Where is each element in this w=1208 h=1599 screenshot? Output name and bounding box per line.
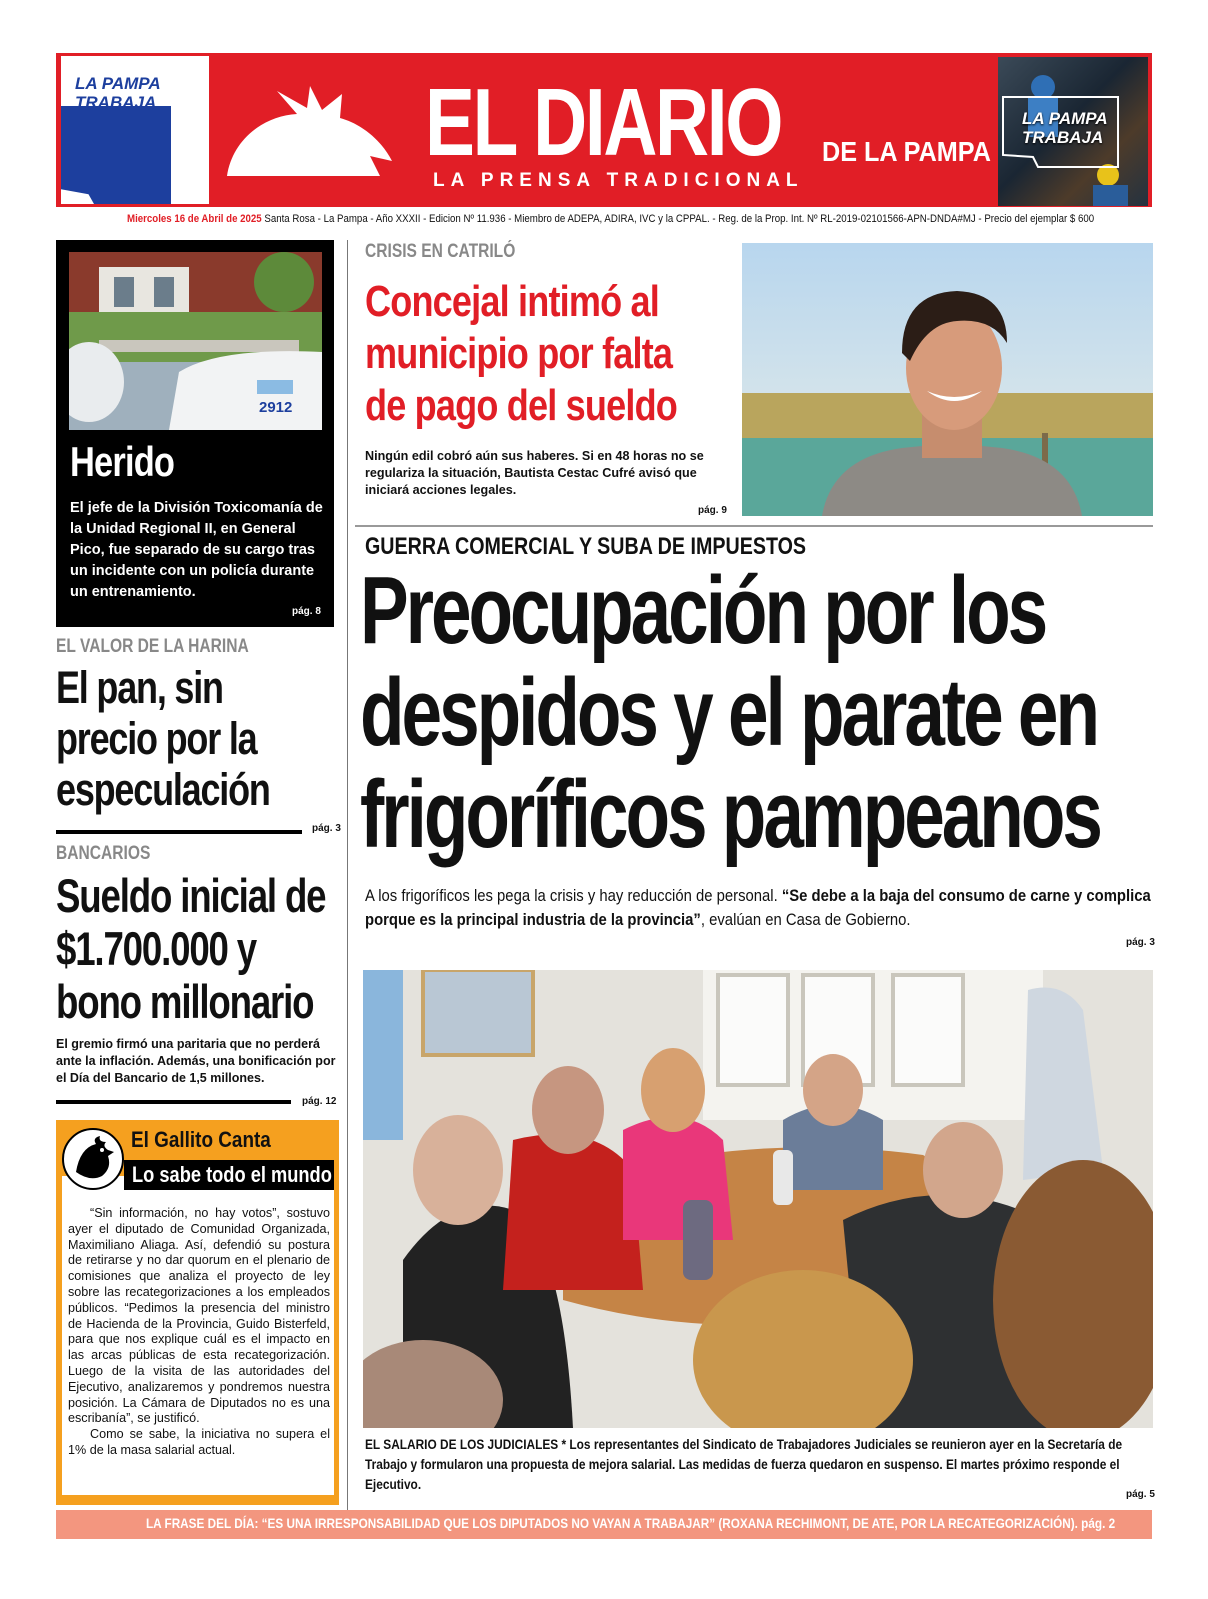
newspaper-subtitle: DE LA PAMPA: [822, 136, 991, 167]
rooster-icon: [62, 1128, 124, 1190]
divider: [355, 525, 1153, 527]
herido-title[interactable]: Herido: [70, 438, 175, 485]
catrilo-headline[interactable]: Concejal intimó al municipio por falta de pago del sueldo: [365, 277, 678, 430]
herido-summary: El jefe de la División Toxicomanía de la Unidad Regional II, en General Pico, fue separado de su cargo tras un incidente con un policía durante un entrenamiento.: [70, 500, 323, 600]
gallito-title: El Gallito Canta: [131, 1127, 271, 1152]
bancarios-page-ref: pág. 12: [302, 1096, 337, 1107]
catrilo-summary: Ningún edil cobró aún sus haberes. Si en 48 horas no se regulariza la situación, Bautista Cestac Cufré avisó que iniciará acciones legales.: [365, 449, 704, 497]
main-kicker: GUERRA COMERCIAL Y SUBA DE IMPUESTOS: [365, 533, 807, 560]
sun-logo-icon: [222, 86, 402, 181]
main-headline[interactable]: Preocupación por los despidos y el parate en frigoríficos pampeanos: [360, 557, 1100, 868]
main-summary-quote: “Se debe a la baja del consumo de carne y complica porque es la principal industria de la provincia”: [365, 887, 1151, 929]
main-page-ref: pág. 3: [1126, 937, 1155, 948]
promo-right-label: LA PAMPA TRABAJA: [1022, 109, 1107, 147]
province-map-icon: [61, 106, 171, 204]
main-summary-text-end: , evalúan en Casa de Gobierno.: [700, 911, 911, 929]
catrilo-kicker: CRISIS EN CATRILÓ: [365, 241, 516, 262]
main-summary-text: A los frigoríficos les pega la crisis y hay reducción de personal.: [365, 887, 778, 905]
edition-date: Miercoles 16 de Abril de 2025: [127, 213, 262, 225]
bancarios-summary: El gremio firmó una paritaria que no perderá ante la inflación. Además, una bonificación por el Día del Bancario de 1,5 millones.: [56, 1037, 336, 1085]
promo-left-label: LA PAMPA TRABAJA: [75, 74, 160, 112]
newspaper-title[interactable]: EL DIARIO: [425, 69, 782, 176]
caption-page-ref: pág. 5: [1126, 1489, 1155, 1500]
harina-headline[interactable]: El pan, sin precio por la especulación: [56, 662, 270, 815]
harina-page-ref: pág. 3: [312, 823, 341, 834]
main-summary: [365, 884, 1157, 932]
bancarios-kicker: BANCARIOS: [56, 843, 151, 864]
frase-del-dia[interactable]: LA FRASE DEL DÍA: “ES UNA IRRESPONSABILIDAD QUE LOS DIPUTADOS NO VAYAN A TRABAJAR” (ROXANA RECHIMONT, DE ATE, POR LA RECATEGORIZACIÓN). pág. 2: [146, 1515, 1116, 1531]
photo-caption: [365, 1435, 1139, 1495]
promo-la-pampa-trabaja-right[interactable]: [998, 57, 1148, 206]
herido-page-ref: pág. 8: [292, 606, 321, 617]
caption-text: Los representantes del Sindicato de Trabajadores Judiciales se reunieron ayer en la Secretaría de Trabajo y formularon una propuesta de mejora salarial. Las medidas de fuerza quedaron en suspenso. El martes próximo responde el Ejecutivo.: [365, 1437, 1123, 1492]
catrilo-page-ref: pág. 9: [698, 505, 727, 516]
divider: [56, 1100, 291, 1104]
bancarios-headline[interactable]: Sueldo inicial de $1.700.000 y bono millonario: [56, 869, 326, 1028]
gallito-paragraph: Como se sabe, la iniciativa no supera el 1% de la masa salarial actual.: [68, 1427, 330, 1457]
concejal-portrait-photo: [742, 243, 1153, 516]
promo-la-pampa-trabaja-left[interactable]: [61, 56, 209, 204]
dateline: [127, 213, 1095, 225]
gallito-paragraph: “Sin información, no hay votos”, sostuvo ayer el diputado de Comunidad Organizada, Maximiliano Aliaga. Así, defendió su postura de retirarse y no dar quorum en el plenario de comisiones que analiza el proyecto de ley sobre las recategorizaciones a los empleados públicos. “Pedimos la presencia del ministro de Hacienda de la Provincia, Guido Bisterfeld, para que nos explique cuál es el impacto en las arcas públicas de esta recategorización. Luego de la visita de las autoridades del Ejecutivo, analizaremos y pondremos nuestra posición. La Cámara de Diputados no es una escribanía”, se justificó.: [68, 1206, 330, 1426]
column-divider: [347, 240, 348, 1510]
judiciales-meeting-photo: [363, 970, 1153, 1428]
gallito-text: [68, 1206, 330, 1459]
harina-kicker: EL VALOR DE LA HARINA: [56, 636, 249, 657]
herido-photo: [69, 252, 322, 430]
edition-details: Santa Rosa - La Pampa - Año XXXII - Edicion Nº 11.936 - Miembro de ADEPA, ADIRA, IVC y la CPPAL. - Reg. de la Prop. Int. Nº RL-2019-02101566-APN-DNDA#MJ - Precio del ejemplar $ 600: [264, 213, 1095, 225]
divider: [56, 830, 302, 834]
patrol-car-number: 2912: [259, 399, 293, 416]
newspaper-tagline: LA PRENSA TRADICIONAL: [433, 170, 804, 191]
gallito-subtitle: Lo sabe todo el mundo: [132, 1162, 332, 1187]
caption-lead: EL SALARIO DE LOS JUDICIALES *: [365, 1437, 567, 1452]
